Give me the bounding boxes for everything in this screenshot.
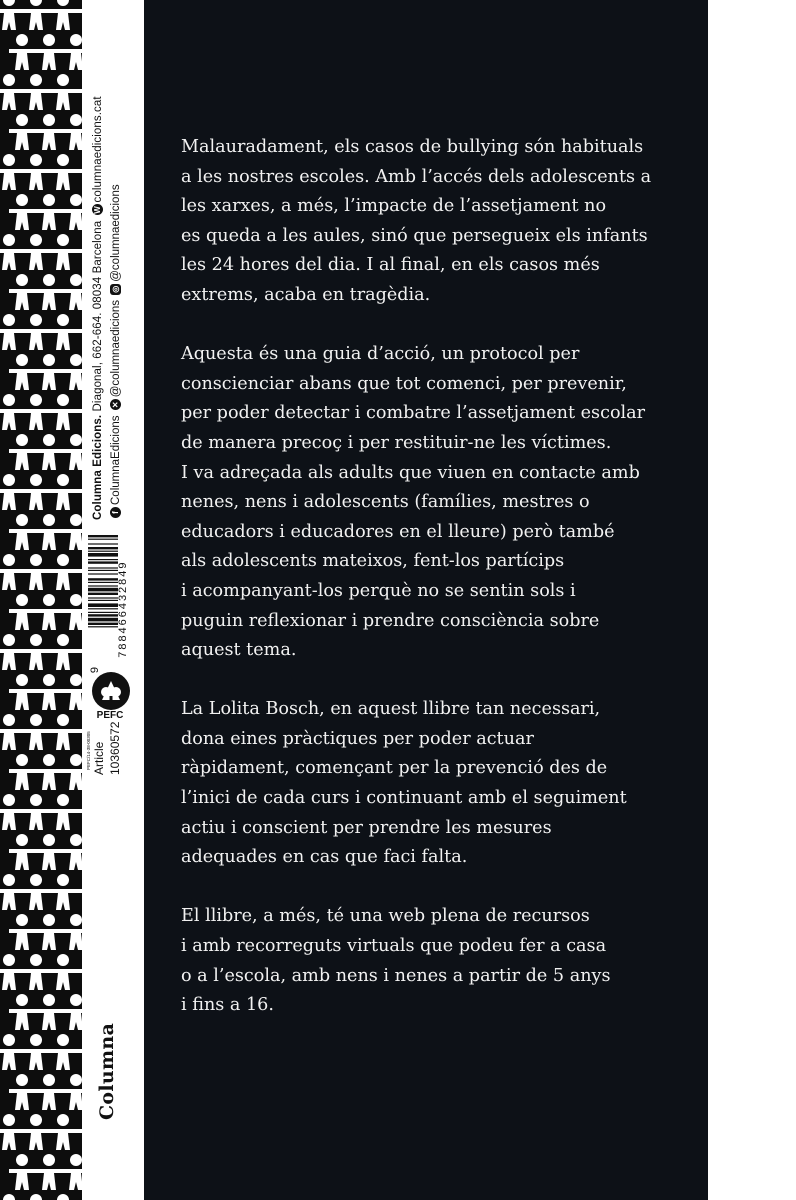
blurb-line: adequades en cas que faci falta. — [181, 847, 468, 868]
barcode-bar — [88, 578, 118, 580]
blurb-line: dona eines pràctiques per poder actuar — [181, 728, 534, 749]
blurb-paragraph-2 — [181, 340, 681, 666]
blurb-line: l’inici de cada curs i continuant amb el seguiment — [181, 788, 627, 809]
barcode-bar — [88, 582, 118, 583]
blurb-line: aquest tema. — [181, 640, 297, 661]
blurb-line: per poder detectar i combatre l’assetjament escolar — [181, 403, 646, 424]
barcode-bar — [88, 600, 118, 601]
facebook-icon: f — [110, 507, 121, 518]
barcode-bar — [88, 553, 118, 557]
blurb-line: o a l’escola, amb nens i nenes a partir de 5 anys — [181, 965, 611, 986]
blurb-paragraph-3 — [181, 695, 681, 873]
publisher-address — [92, 96, 104, 520]
barcode-bar — [88, 597, 118, 598]
barcode-bar — [88, 593, 118, 595]
blurb-line: El llibre, a més, té una web plena de recursos — [181, 906, 590, 927]
barcode-bar — [88, 608, 118, 609]
blurb-line: i fins a 16. — [181, 995, 274, 1016]
blurb-line: de manera precoç i per restituir-ne les víctimes. — [181, 432, 612, 453]
blurb-line: I va adreçada als adults que viuen en contacte amb — [181, 462, 640, 483]
blurb-line: Malauradament, els casos de bullying són habituals — [181, 137, 644, 157]
barcode-bar — [88, 588, 118, 592]
barcode-bar — [88, 612, 118, 613]
blurb-paragraph-1 — [181, 133, 681, 311]
article-label: Article — [92, 741, 106, 775]
barcode-bar — [88, 623, 118, 625]
blurb-line: les xarxes, a més, l’impacte de l’assetjament no — [181, 196, 607, 217]
paper-dolls-pattern-svg — [0, 0, 82, 1200]
blurb-line: les 24 hores del dia. I al final, en els casos més — [181, 255, 600, 276]
barcode-bar — [88, 573, 118, 574]
barcode-bar — [88, 543, 118, 544]
blurb-line: La Lolita Bosch, en aquest llibre tan necessari, — [181, 699, 601, 720]
barcode-bar — [88, 614, 118, 616]
blurb-line: actiu i conscient per prendre les mesures — [181, 817, 552, 838]
instagram-icon: ◎ — [110, 284, 121, 295]
facebook-handle[interactable]: ColumnaEdicions — [110, 415, 122, 505]
blurb-paragraph-4 — [181, 902, 681, 1020]
blurb-line: conscienciar abans que tot comenci, per prevenir, — [181, 373, 627, 394]
barcode-bar — [88, 551, 118, 552]
barcode-bar — [88, 603, 118, 607]
barcode-bar — [88, 547, 118, 549]
blurb-line: educadors i educadores en el lleure) però també — [181, 521, 615, 542]
barcode-bar — [88, 567, 118, 568]
blurb-line: nenes, nens i adolescents (famílies, mestres o — [181, 492, 590, 513]
x-handle[interactable]: @columnaedicions — [110, 299, 122, 398]
barcode-bar — [88, 561, 118, 563]
blurb-line: a les nostres escoles. Amb l’accés dels adolescents a — [181, 166, 652, 187]
barcode-bar — [88, 559, 118, 560]
barcode-bar — [88, 585, 118, 586]
barcode-bar — [88, 618, 118, 622]
blurb-line: ràpidament, començant per la prevenció des de — [181, 758, 608, 779]
blurb-line: es queda a les aules, sinó que persegueix els infants — [181, 225, 648, 246]
web-icon: W — [93, 206, 103, 214]
pefc-logo-icon — [90, 670, 132, 712]
article-number: 10360572 — [108, 721, 122, 775]
social-handles — [110, 184, 122, 520]
barcode-bar — [88, 570, 118, 571]
pefc-label: PEFC — [96, 710, 124, 721]
x-icon: ✕ — [110, 399, 121, 410]
address-text: Diagonal, 662-664. 08034 Barcelona — [92, 220, 104, 415]
blurb-line: i amb recorreguts virtuals que podeu fer a casa — [181, 936, 607, 957]
right-margin — [708, 0, 796, 1200]
pefc-code: PEFC/14-38-00305 — [86, 731, 91, 770]
instagram-handle[interactable]: @columnaedicions — [110, 184, 122, 282]
blurb-line: Aquesta és una guia d’acció, un protocol per — [181, 344, 580, 365]
barcode-bar — [88, 626, 118, 627]
website-text[interactable]: columnaedicions.cat — [92, 96, 104, 203]
blurb-line: i acompanyant-los perquè no se sentin sols i — [181, 580, 576, 601]
paper-dolls-pattern — [0, 0, 82, 1200]
barcode-first-digit: 9 — [89, 666, 102, 674]
publisher-logo-text: Columna — [96, 1022, 118, 1120]
publisher-bold-name: Columna Edicions. — [92, 414, 104, 520]
barcode-digits: 788466432849 — [118, 560, 130, 658]
blurb-line: extrems, acaba en tragèdia. — [181, 284, 431, 305]
blurb-line: puguin reflexionar i prendre consciència sobre — [181, 610, 600, 631]
barcode-bar — [88, 535, 118, 537]
blurb-line: als adolescents mateixos, fent-los partícips — [181, 551, 565, 572]
barcode-bar — [88, 539, 118, 540]
back-cover-blurb — [181, 133, 681, 1050]
